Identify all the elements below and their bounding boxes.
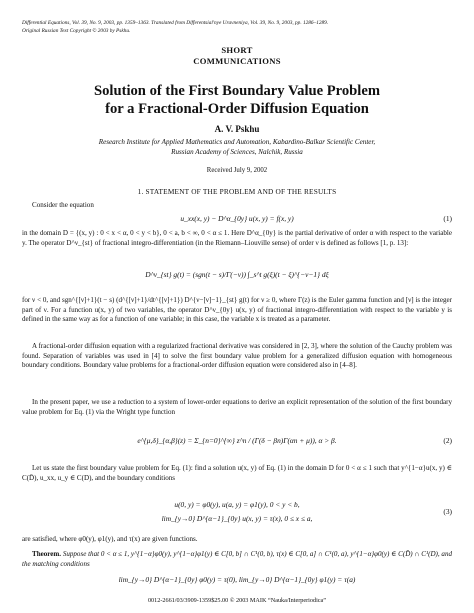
equation-1-number: (1) <box>443 214 452 223</box>
journal-citation <box>22 20 452 35</box>
paragraph-nu: for ν < 0, and sgn^{[ν]+1}(t − s) (d^{[ν]+1}/dt^{[ν]+1}) D^{ν−[ν]−1}_{st} g(t) for ν ≥ 0, where Γ(z) is the Euler gamma function and [ν] is the integer part of ν. For a function u(x, y) of two variables, the operator D^ν_{0y} u(x, y) of fractional integro-differentiation with respect to the variable y is defined in the same way as for a function of one variable; in this case, the variable x is treated as a parameter. <box>22 296 452 324</box>
author-name: A. V. Pskhu <box>214 124 260 134</box>
journal-line-1: Differential Equations, Vol. 39, No. 9, 2003, pp. 1359–1363. Translated from Differentsial'nye Uravneniya, Vol. 39, No. 9, 2003, pp. 1286–1289. <box>22 20 329 26</box>
theorem-text: Suppose that 0 < α ≤ 1, y^{1−α}φ0(y), y^{1−α}φ1(y) ∈ C[0, b] ∩ C¹(0, b), τ(x) ∈ C[0, a] ∩ C¹(0, a), y^{1−α}φ0(y) ∈ C(D̄) ∩ C¹(D), and the matching conditions <box>22 550 453 568</box>
paragraph-satisfied: are satisfied, where φ0(y), φ1(y), and τ(x) are given functions. <box>22 535 198 543</box>
definition-expression: D^ν_{st} g(t) = (sgn(t − s)/Γ(−ν)) ∫_s^t g(ξ)(t − ξ)^{−ν−1} dξ <box>145 270 329 279</box>
boundary-condition-1: u(0, y) = φ0(y), u(a, y) = φ1(y), 0 < y < b, <box>174 500 300 509</box>
paragraph-state: Let us state the first boundary value problem for Eq. (1): find a solution u(x, y) of Eq. (1) in the domain D for 0 < α ≤ 1 such that y^{1−α}u(x, y) ∈ C(D̄), u_xx, u_y ∈ C(D), and the boundary conditions <box>22 464 452 482</box>
equation-1 <box>22 214 452 226</box>
journal-line-2: Original Russian Text Copyright © 2003 by Pskhu. <box>22 27 131 34</box>
paragraph-fractional: A fractional-order diffusion equation with a regularized fractional derivative was considered in [2, 3], where the solution of the Cauchy problem was found. Separation of variables was used in [4] to solve the first boundary value problem for a generalized diffusion equation with homogeneous boundary conditions. Boundary value problems for a fractional-order diffusion equation were considered also in [4–8]. <box>22 342 452 370</box>
affiliation-line-1: Research Institute for Applied Mathematics and Automation, Kabardino-Balkar Scientific Center, <box>98 138 376 146</box>
section-heading-line-2: COMMUNICATIONS <box>193 55 281 66</box>
equation-2-expression: e^{μ,δ}_{α,β}(z) = Σ_{n=0}^{∞} z^n / (Γ(δ − βn)Γ(αn + μ)), α > β. <box>137 436 337 445</box>
received-date: Received July 9, 2002 <box>206 167 268 174</box>
section-heading <box>0 45 474 66</box>
boundary-condition-2: lim_{y→0} D^{α−1}_{0y} u(x, y) = τ(x), 0 ≤ x ≤ a, <box>161 514 313 523</box>
affiliation-line-2: Russian Academy of Sciences, Nalchik, Russia <box>171 147 303 156</box>
equation-3 <box>22 500 452 530</box>
paper-title-line-1: Solution of the First Boundary Value Problem <box>94 83 380 99</box>
theorem <box>22 550 452 569</box>
paragraph-present: In the present paper, we use a reduction to a system of lower-order equations to derive an explicit representation of the solution of the first boundary value problem for Eq. (1) via the Wright type function <box>22 398 452 416</box>
equation-3-number: (3) <box>443 507 452 516</box>
equation-definition <box>22 266 452 288</box>
equation-2-number: (2) <box>443 436 452 445</box>
author-affiliation <box>40 138 434 157</box>
copyright-footer: 0012-2661/03/3909-1359$25.00 © 2003 MAIK “Nauka/Interperiodica” <box>147 597 327 604</box>
equation-1-expression: u_xx(x, y) − D^α_{0y} u(x, y) = f(x, y) <box>180 214 294 223</box>
equation-2 <box>22 436 452 450</box>
section-heading-line-1: SHORT <box>221 45 253 55</box>
section-title: 1. STATEMENT OF THE PROBLEM AND OF THE RESULTS <box>137 187 337 196</box>
paper-title <box>0 83 474 119</box>
paper-title-line-2: for a Fractional-Order Diffusion Equation <box>105 100 369 117</box>
matching-conditions-expression: lim_{y→0} D^{α−1}_{0y} φ0(y) = τ(0), lim_{y→0} D^{α−1}_{0y} φ1(y) = τ(a) <box>118 575 356 584</box>
matching-conditions <box>22 575 452 587</box>
theorem-label: Theorem. <box>32 550 62 558</box>
paragraph-domain: in the domain D = {(x, y) : 0 < x < α, 0 < y < b}, 0 < a, b < ∞, 0 < α ≤ 1. Here D^α_{0y} is the partial derivative of order α with respect to the variable y. The operator D^ν_{st} of fractional integro-differentiation (in the Riemann–Liouville sense) of order ν is defined as follows [1, p. 13]: <box>22 229 452 247</box>
paragraph-consider: Consider the equation <box>32 201 94 209</box>
